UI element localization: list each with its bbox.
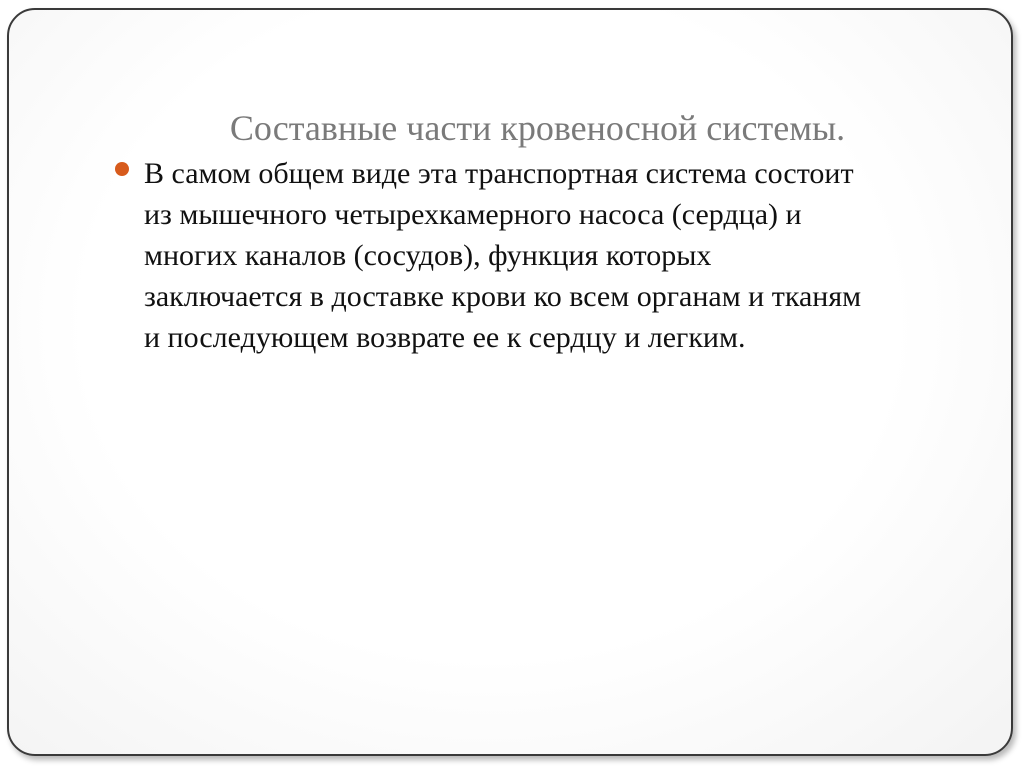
bullet-icon xyxy=(115,162,129,176)
bullet-line: заключается в доставке крови ко всем органам и тканям xyxy=(144,280,862,313)
bullet-line: и последующем возврате ее к сердцу и легким. xyxy=(144,321,746,354)
bullet-line: из мышечного четырехкамерного насоса (сердца) и xyxy=(144,198,802,231)
bullet-line: многих каналов (сосудов), функция которых xyxy=(144,239,712,272)
bullet-text xyxy=(144,153,974,358)
bullet-line: В самом общем виде эта транспортная система состоит xyxy=(144,157,854,190)
slide-title: Составные части кровеносной системы. xyxy=(229,108,846,148)
